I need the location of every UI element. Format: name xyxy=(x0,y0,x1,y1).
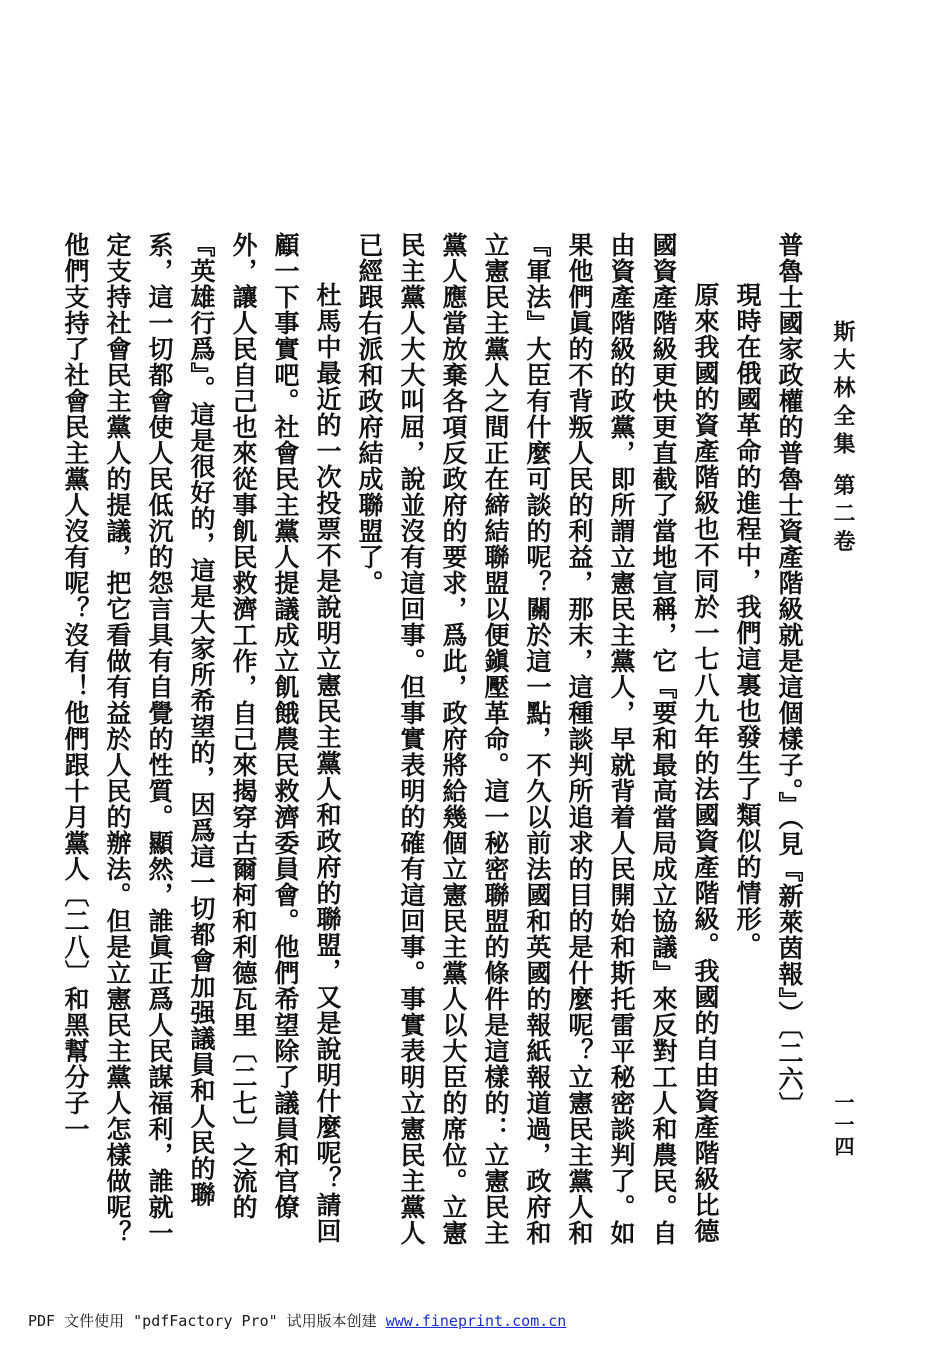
pdf-footer xyxy=(28,1308,928,1334)
paragraph: 普魯士國家政權的普魯士資產階級就是這個樣子。』（見『新萊茵報』）〔二六〕 xyxy=(775,232,804,1118)
body-text xyxy=(61,232,810,1252)
paragraph: 現時在俄國革命的進程中，我們這裏也發生了類似的情形。 xyxy=(733,282,762,958)
paragraph: 原來我國的資產階級也不同於一七八九年的法國資產階級。我國的自由資產階級比德國資產階級更快更直截了當地宣稱，它『要和最高當局成立協議』來反對工人和農民。自由資產階級的政黨，即所謂立憲民主黨人，早就背着人民開始和斯托雷平秘密談判了。如果他們眞的不背叛人民的利益，那末，這種談判所追求的目的是什麼呢？立憲民主黨人和『軍法』大臣有什麼可談的呢？關於這一點，不久以前法國和英國的報紙報道過，政府和立憲民主黨人之間正在締結聯盟以便鎭壓革命。這一秘密聯盟的條件是這樣的：立憲民主黨人應當放棄各項反政府的要求，爲此，政府將給幾個立憲民主黨人以大臣的席位。立憲民主黨人大大叫屈，說並沒有這回事。但事實表明的確有這回事。事實表明立憲民主黨人已經跟右派和政府結成聯盟了。 xyxy=(355,232,720,1246)
running-head: 斯大林全集 第二卷 xyxy=(830,320,856,558)
paragraph: 杜馬中最近的一次投票不是說明立憲民主黨人和政府的聯盟，又是說明什麼呢？請回顧一下事實吧。社會民主黨人提議成立飢餓農民救濟委員會。他們希望除了議員和官僚外，讓人民自己也來從事飢民救濟工作，自己來揭穿古爾柯和利德瓦里〔二七〕之流的『英雄行爲』。這是很好的，這是大家所希望的，因爲這一切都會加强議員和人民的聯系，這一切都會使人民低沉的怨言具有自覺的性質。顯然，誰眞正爲人民謀福利，誰就一定支持社會民主黨人的提議，把它看做有益於人民的辦法。但是立憲民主黨人怎樣做呢？他們支持了社會民主黨人沒有呢？沒有！他們跟十月黨人〔二八〕和黑幫分子一 xyxy=(61,232,342,1246)
page-number: 一一四 xyxy=(831,1092,855,1158)
footer-text: PDF 文件使用 "pdfFactory Pro" 试用版本创建 xyxy=(28,1312,386,1330)
footer-link[interactable]: www.fineprint.com.cn xyxy=(385,1312,567,1330)
